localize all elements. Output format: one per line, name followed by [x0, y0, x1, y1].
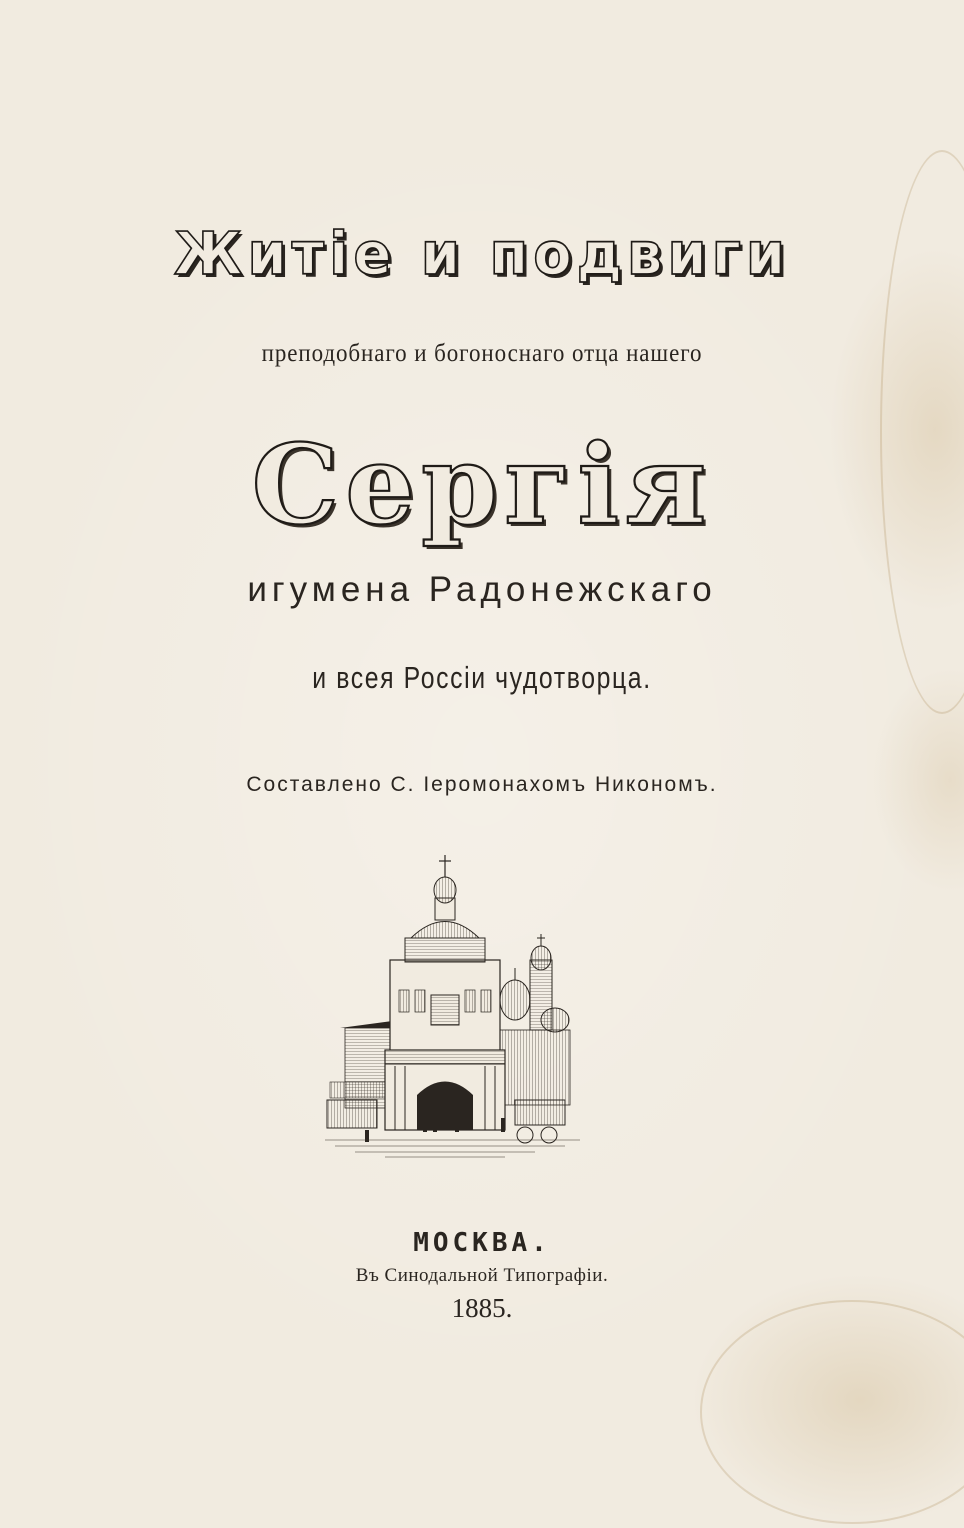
show-through-text: [85, 672, 805, 762]
publication-year: 1885.: [451, 1293, 513, 1323]
monastery-engraving: [325, 850, 580, 1162]
book-title: Житіе и подвиги: [173, 220, 791, 289]
author-line: Составлено С. Іеромонахомъ Никономъ.: [246, 773, 718, 796]
book-subtitle: преподобнаго и богоноснаго отца нашего: [261, 340, 703, 367]
publisher: Въ Синодальной Типографіи.: [355, 1265, 609, 1286]
wonderworker-line: и всея Россіи чудотворца.: [312, 660, 652, 695]
water-stain: [700, 1300, 964, 1524]
publication-city: МОСКВА.: [413, 1228, 551, 1258]
saint-name: Сергія: [251, 420, 713, 549]
abbot-line: игумена Радонежскаго: [247, 570, 717, 609]
